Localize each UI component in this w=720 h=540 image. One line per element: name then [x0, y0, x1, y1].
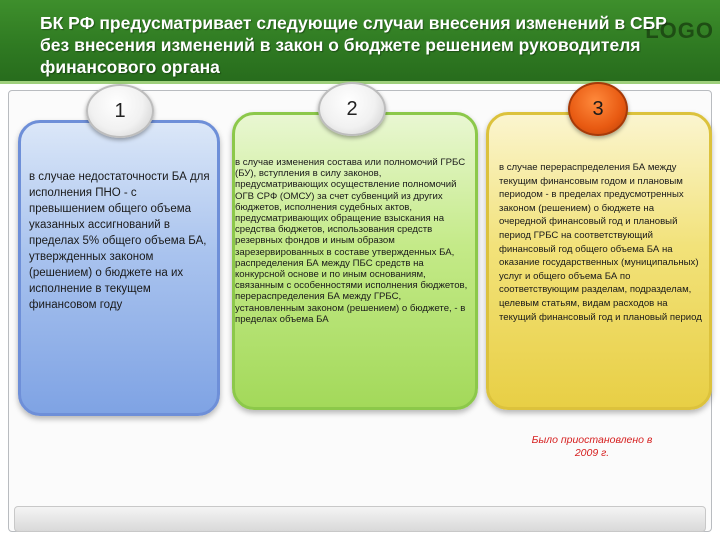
case-card-1 — [18, 120, 220, 416]
slide-header — [0, 0, 720, 84]
case-card-3 — [486, 112, 712, 410]
case-text-2: в случае изменения состава или полномочий ГРБС (БУ), вступления в силу законов, предусматривающих осуществление полномочий ОГВ СРФ (ОМСУ) за счет субвенций из других бюджетов, исполнения судебных актов, предусматривающих обращение взыскания на средства бюджетов, использования средств резервных фондов и иным образом зарезервированных в составе утвержденных БА, распределения БА между ПБС средств на конкурсной основе и по иным основаниям, связанным с особенностями исполнения бюджетов, перераспределения БА между ГРБС, установленным законом (решением) о бюджете, - в пределах объема БА — [235, 157, 468, 325]
case-card-2 — [232, 112, 478, 410]
number-badge-3: 3 — [568, 82, 628, 136]
case-text-3: в случае перераспределения БА между текущим финансовым годом и плановым периодом - в пределах предусмотренных законом (решением) о бюджете на очередной финансовый год и плановый период ГРБС на соответствующий финансовый год общего объема БА на оказание государственных (муниципальных) услуг и общего объема БА по соответствующим разделам, подразделам, целевым статьям, видам расходов на текущий финансовый год и плановый период — [499, 162, 702, 323]
number-badge-1: 1 — [86, 84, 154, 138]
bottom-bar — [14, 506, 706, 532]
number-badge-2: 2 — [318, 82, 386, 136]
slide-title: БК РФ предусматривает следующие случаи внесения изменений в СБР без внесения изменений в закон о бюджете решением руководителя финансового органа — [40, 13, 667, 77]
logo: LOGO — [645, 18, 714, 43]
suspension-note: Было приостановлено в 2009 г. — [531, 434, 653, 459]
case-text-1: в случае недостаточности БА для исполнения ПНО - с превышением общего объема указанных ассигнований в пределах 5% общего объема БА, утвержденных законом (решением) о бюджете на их исполнение в текущем финансовом году — [29, 171, 210, 311]
